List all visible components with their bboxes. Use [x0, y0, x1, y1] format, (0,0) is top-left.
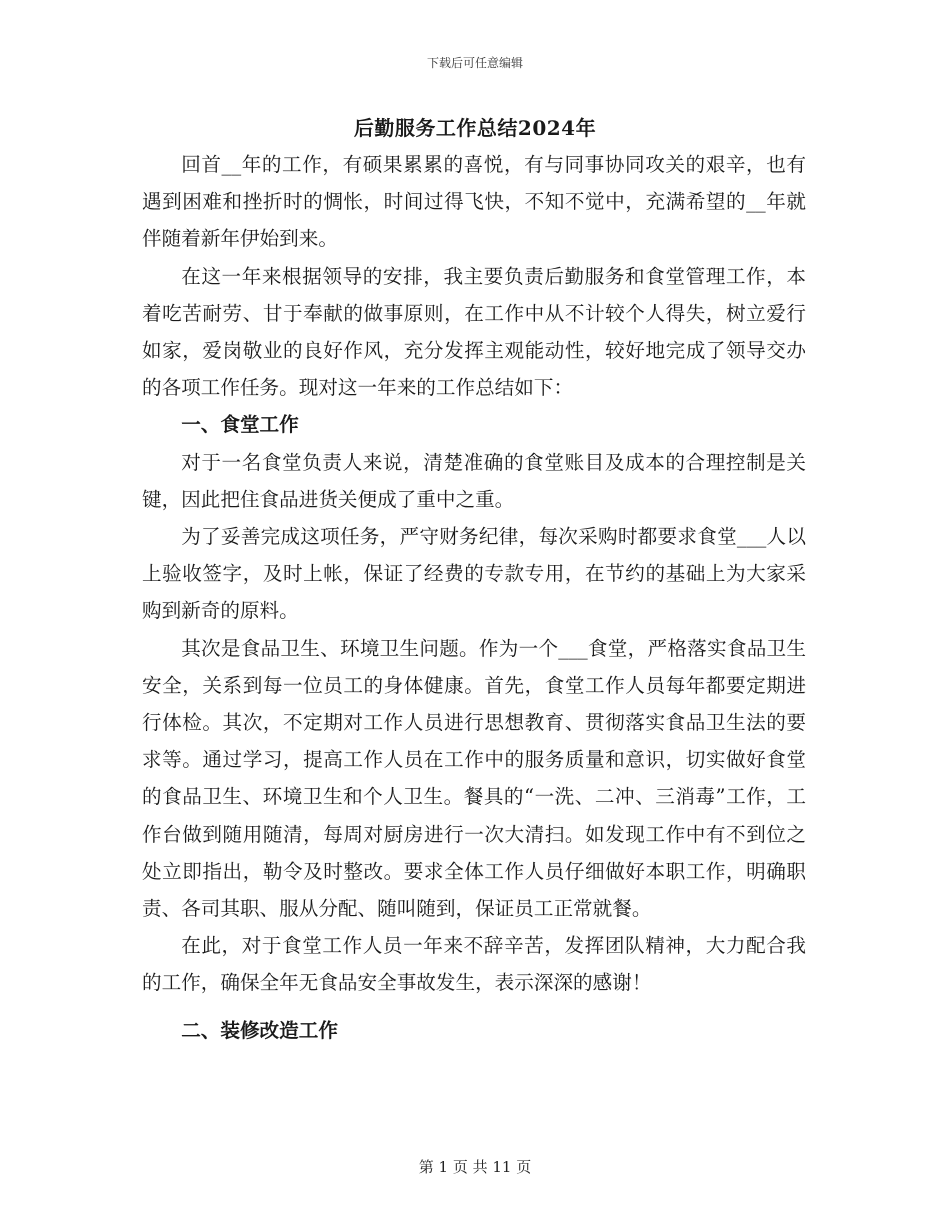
header-note: 下载后可任意编辑	[426, 56, 523, 70]
paragraph-canteen-hygiene: 其次是食品卫生、环境卫生问题。作为一个___食堂，严格落实食品卫生安全，关系到每一位员工的身体健康。首先，食堂工作人员每年都要定期进行体检。其次，不定期对工作人员进行思想教育、贯彻落实食品卫生法的要求等。通过学习，提高工作人员在工作中的服务质量和意识，切实做好食堂的食品卫生、环境卫生和个人卫生。餐具的“一洗、二冲、三消毒”工作，工作台做到随用随清，每周对厨房进行一次大清扫。如发现工作中有不到位之处立即指出，勒令及时整改。要求全体工作人员仔细做好本职工作，明确职责、各司其职、服从分配、随叫随到，保证员工正常就餐。	[142, 636, 806, 921]
section-heading-renovation: 二、装修改造工作	[181, 1018, 338, 1042]
document-title: 后勤服务工作总结2024年	[353, 116, 597, 140]
paragraph-intro: 回首__年的工作，有硕果累累的喜悦，有与同事协同攻关的艰辛，也有遇到困难和挫折时的惆怅，时间过得飞快，不知不觉中，充满希望的__年就伴随着新年伊始到来。	[142, 153, 806, 251]
paragraph-canteen-accounts: 对于一名食堂负责人来说，清楚准确的食堂账目及成本的合理控制是关键，因此把住食品进货关便成了重中之重。	[142, 450, 806, 511]
paragraph-canteen-thanks: 在此，对于食堂工作人员一年来不辞辛苦，发挥团队精神，大力配合我的工作，确保全年无食品安全事故发生，表示深深的感谢！	[142, 934, 806, 995]
paragraph-canteen-purchasing: 为了妥善完成这项任务，严守财务纪律，每次采购时都要求食堂___人以上验收签字，及时上帐，保证了经费的专款专用，在节约的基础上为大家采购到新奇的原料。	[142, 525, 806, 623]
page-number-footer: 第 1 页 共 11 页	[418, 1158, 532, 1176]
document-body	[142, 146, 806, 1049]
paragraph-overview: 在这一年来根据领导的安排，我主要负责后勤服务和食堂管理工作，本着吃苦耐劳、甘于奉献的做事原则，在工作中从不计较个人得失，树立爱行如家，爱岗敬业的良好作风，充分发挥主观能动性，较好地完成了领导交办的各项工作任务。现对这一年来的工作总结如下：	[142, 264, 806, 400]
section-heading-canteen: 一、食堂工作	[181, 413, 299, 437]
